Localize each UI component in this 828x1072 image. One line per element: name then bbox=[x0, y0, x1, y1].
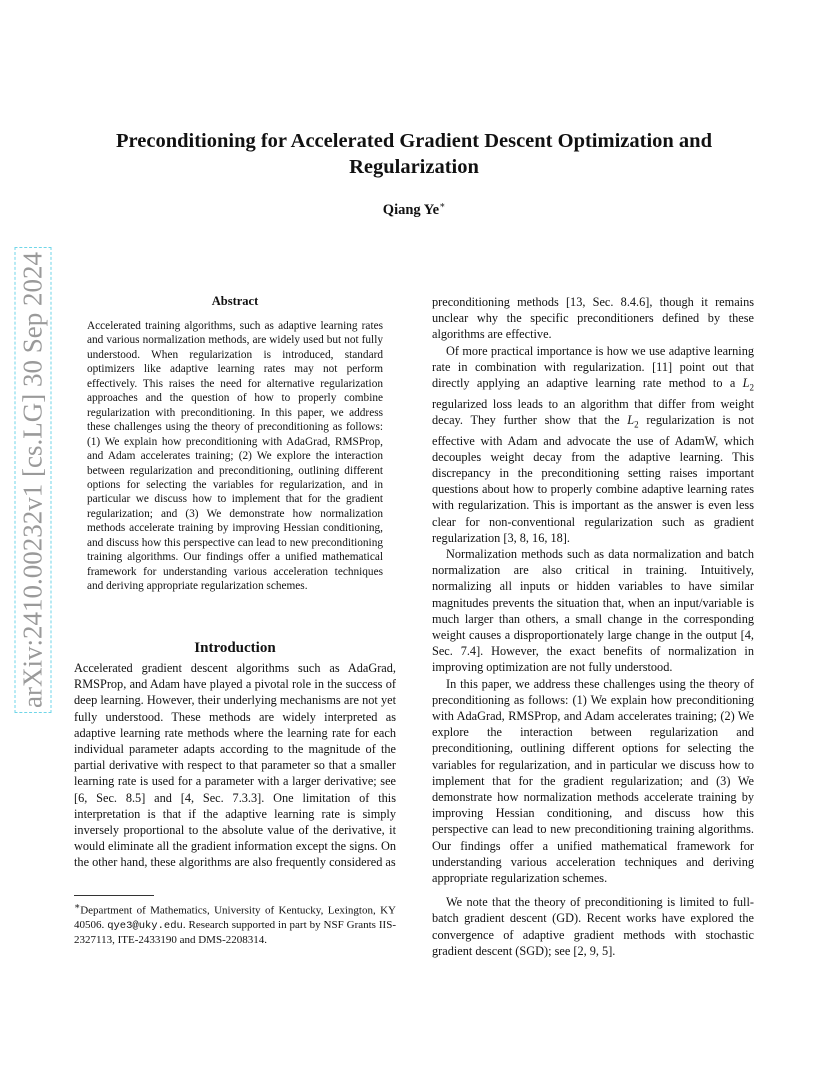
intro-paragraph-5: We note that the theory of preconditioning is limited to full-batch gradient descent (GD). Recent works have explored the convergence of adaptive gradient methods with stochastic gradient descent (SGD); see [2, 9, 5]. bbox=[432, 895, 754, 958]
introduction-heading: Introduction bbox=[194, 640, 276, 656]
arxiv-identifier: arXiv:2410.00232v1 [cs.LG] 30 Sep 2024 bbox=[17, 252, 48, 708]
l2-symbol: $L_2$ bbox=[742, 376, 754, 393]
intro-paragraph-3: Normalization methods such as data normalization and batch normalization are also critical in training. Intuitively, normalizing all inputs or hidden variables to have similar magnitudes prevents the situation that, when an input/variable is much larger than others, a small change in the corresponding weight causes a disproportionately large change in the output [4, Sec. 7.4]. However, the exact benefits of normalization in improving optimization are not fully understood. bbox=[432, 546, 754, 675]
p2-text-a: Of more practical importance is how we use adaptive learning rate in combination with regularization. [11] point out that directly applying an adaptive learning rate method to a bbox=[432, 343, 754, 391]
footnote bbox=[74, 899, 396, 947]
intro-paragraph-4: In this paper, we address these challenges using the theory of preconditioning as follows: (1) We explain how preconditioning with AdaGrad, RMSProp, and Adam accelerates training; (2) We explore the interaction between regularization and preconditioning, outlining different options for selecting the variables for regularization, and in particular we discuss how to implement that for the gradient regularization; and (3) We demonstrate how normalization methods accelerate training by improving Hessian conditioning, and discuss how this perspective can lead to new preconditioning training algorithms. Our findings offer a unified mathematical framework for understanding various acceleration techniques and deriving appropriate regularization schemes. bbox=[432, 676, 754, 886]
left-column bbox=[74, 660, 396, 871]
author-line bbox=[0, 200, 828, 219]
footnote-text-a: Department of Mathematics, University of Kentucky, Lexington, KY 40506. bbox=[74, 904, 396, 931]
footnote-email: qye3@uky.edu bbox=[107, 919, 183, 932]
arxiv-sidebar bbox=[17, 252, 48, 708]
abstract-heading: Abstract bbox=[211, 294, 259, 308]
abstract-body: Accelerated training algorithms, such as adaptive learning rates and various normalization methods, are widely used but not fully understood. When regularization is introduced, standard optimizers like adaptive learning rates may not perform effectively. This raises the need for alternative regularization approaches and the question of how to properly combine regularization with preconditioning. In this paper, we address these challenges using the theory of preconditioning as follows: (1) We explain how preconditioning with AdaGrad, RMSProp, and Adam accelerates training; (2) We explore the interaction between regularization and preconditioning, outlining different options for selecting the variables for regularization, and in particular we discuss how to implement that for the gradient regularization; and (3) We demonstrate how normalization methods accelerate training by improving Hessian conditioning, and discuss how this perspective can lead to new preconditioning training algorithms. Our findings offer a unified mathematical framework for understanding various acceleration techniques and deriving appropriate regularization schemes. bbox=[87, 320, 383, 593]
p2-text-c: regularization is not effective with Adam and advocate the use of AdamW, which decouples weight decay from the adaptive learning. This discrepancy in the preconditioning setting raises important questions about how to properly combine adaptive learning rates with regularization. This is important as the answer is even less clear for non-conventional regularization such as gradient regularization [3, 8, 16, 18]. bbox=[432, 412, 754, 545]
author-name: Qiang Ye bbox=[382, 201, 440, 218]
footnote-mark: ∗ bbox=[74, 901, 81, 911]
intro-paragraph-2 bbox=[432, 343, 754, 546]
intro-paragraph-1-cont: preconditioning methods [13, Sec. 8.4.6], though it remains unclear why the specific preconditioners defined by these algorithms are effective. bbox=[432, 295, 754, 342]
author-footnote-mark: ∗ bbox=[439, 200, 446, 210]
right-column bbox=[432, 294, 754, 959]
paper-title: Preconditioning for Accelerated Gradient Descent Optimization and Regularization bbox=[116, 130, 712, 178]
intro-paragraph-1: Accelerated gradient descent algorithms such as AdaGrad, RMSProp, and Adam have played a pivotal role in the success of deep learning. However, their underlying mechanisms are not yet fully understood. These methods are widely interpreted as adaptive learning rate methods where the learning rate for each individual parameter adapts according to the magnitude of the partial derivative with respect to that parameter so that a smaller learning rate is used for a parameter with a larger derivative; see [6, Sec. 8.5] and [4, Sec. 7.3.3]. One limitation of this interpretation is that if the adaptive learning rate is simply inversely proportional to the absolute value of the derivative, it would eliminate all the gradient information except the signs. On the other hand, these algorithms are also frequently considered as bbox=[74, 661, 396, 870]
footnote-divider bbox=[74, 895, 154, 896]
l2-symbol: $L_2$ bbox=[627, 412, 639, 430]
p2-text-b: regularized loss leads to an algorithm that differ from weight decay. They further show that the bbox=[432, 396, 754, 427]
footnote-text-b: . Research supported in part by NSF Grants IIS-2327113, ITE-2433190 and DMS-2208314. bbox=[74, 918, 396, 947]
